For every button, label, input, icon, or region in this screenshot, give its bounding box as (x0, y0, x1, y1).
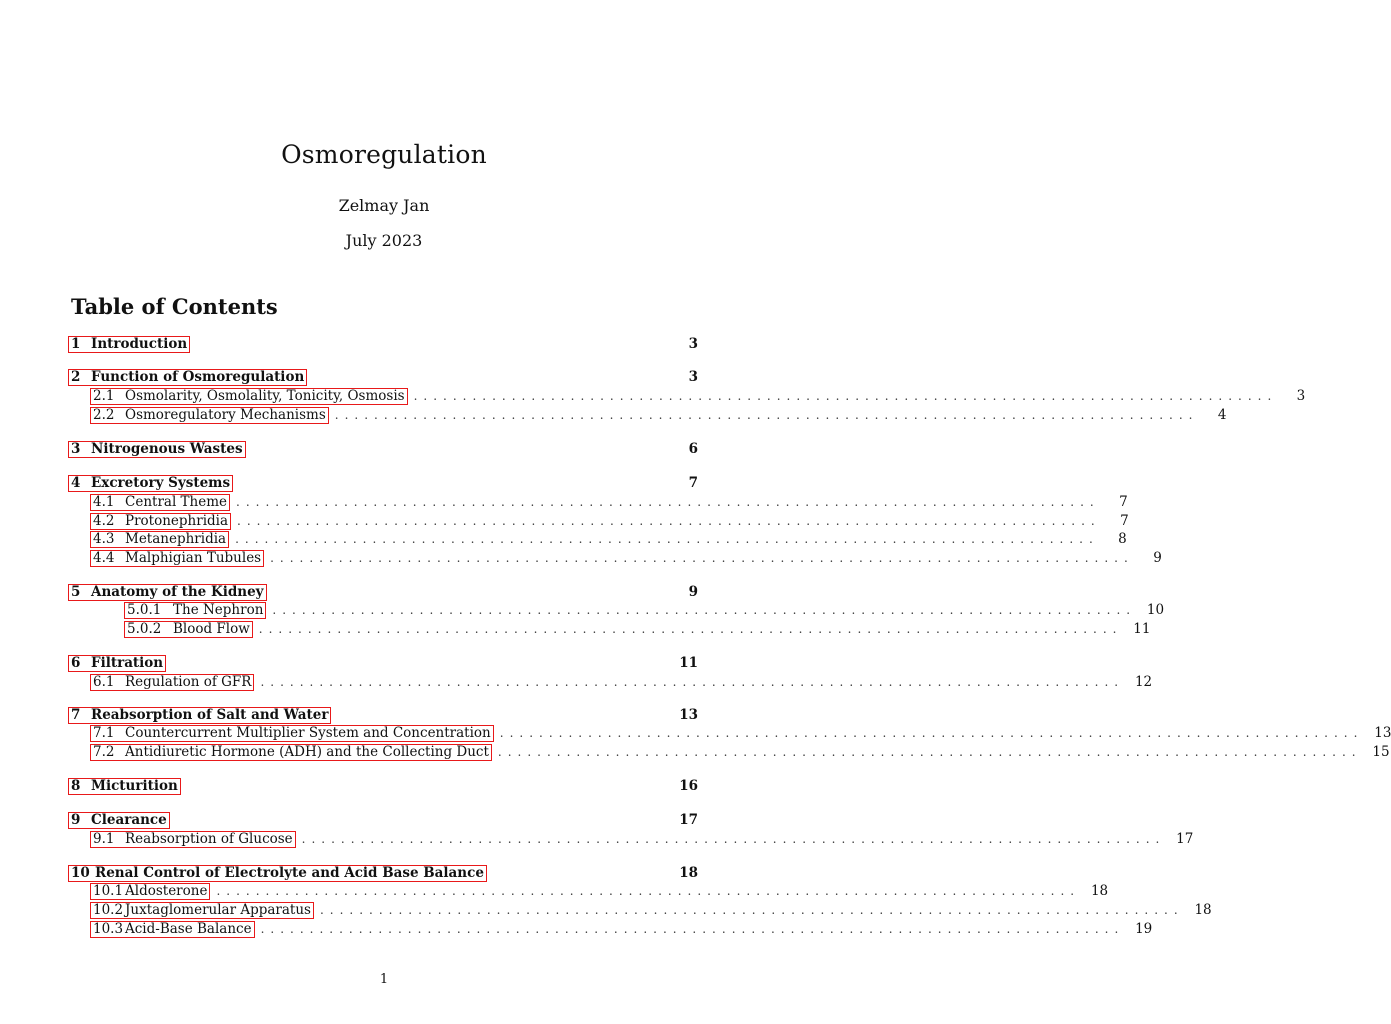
document-title: Osmoregulation (281, 140, 487, 169)
toc-label: Reabsorption of Salt and Water (91, 707, 329, 723)
toc-link-excretory-systems[interactable] (68, 475, 233, 492)
toc-page-number: 12 (1134, 674, 1153, 690)
toc-link-juxtaglomerular-apparatus[interactable] (90, 902, 314, 919)
toc-number: 9 (71, 812, 81, 828)
toc-leader-dots: ........................................................................................ (216, 884, 1081, 898)
toc-page-number: 8 (1118, 531, 1127, 547)
toc-link-antidiuretic-hormone[interactable] (90, 744, 492, 761)
toc-leader-dots: ........................................................................................ (260, 675, 1125, 689)
page-number: 1 (379, 972, 389, 987)
toc-page-number: 19 (1135, 921, 1153, 937)
toc-page-number: 7 (1120, 513, 1129, 529)
toc-link-renal-control[interactable] (68, 865, 487, 882)
toc-page-number: 6 (688, 441, 698, 457)
toc-page-number: 9 (688, 584, 698, 600)
toc-leader-dots: ........................................................................................ (236, 495, 1100, 509)
toc-subsection-4-2 (68, 512, 1129, 531)
toc-page-number: 10 (1146, 602, 1165, 618)
toc-subsection-10-3 (68, 920, 1153, 939)
toc-label: Nitrogenous Wastes (91, 441, 243, 457)
toc-link-aldosterone[interactable] (90, 883, 210, 900)
toc-link-micturition[interactable] (68, 778, 181, 795)
toc-label: Acid-Base Balance (125, 921, 252, 937)
toc-number: 5.0.1 (127, 602, 162, 618)
toc-label: Malphigian Tubules (125, 550, 262, 566)
toc-subsection-6-1 (68, 673, 1153, 692)
document-author: Zelmay Jan (338, 196, 430, 215)
toc-page-number: 9 (1153, 550, 1162, 566)
toc-label: Osmolarity, Osmolality, Tonicity, Osmosis (125, 388, 405, 404)
toc-number: 6 (71, 655, 81, 671)
toc-page-number: 3 (1296, 388, 1306, 404)
toc-label: Countercurrent Multiplier System and Concentration (125, 725, 491, 741)
toc-label: Micturition (91, 778, 178, 794)
toc-label: Introduction (91, 336, 188, 352)
toc-link-introduction[interactable] (68, 336, 190, 353)
toc-link-nitrogenous-wastes[interactable] (68, 441, 246, 458)
toc-subsection-2-1 (68, 387, 1306, 406)
toc-number: 6.1 (93, 674, 115, 690)
toc-subsubsection-5-0-1 (68, 601, 1165, 620)
toc-leader-dots: ........................................................................................ (272, 603, 1137, 617)
toc-number: 4.4 (93, 550, 115, 566)
toc-leader-dots: ........................................................................................ (413, 389, 1278, 403)
toc-number: 5.0.2 (127, 621, 162, 637)
toc-number: 10 (71, 865, 90, 881)
toc-section-9 (68, 811, 698, 830)
toc-link-central-theme[interactable] (90, 494, 230, 511)
toc-label: Protonephridia (125, 513, 229, 529)
toc-link-malphigian-tubules[interactable] (90, 550, 264, 567)
toc-label: Osmoregulatory Mechanisms (125, 407, 326, 423)
toc-page-number: 4 (1217, 407, 1227, 423)
toc-page-number: 3 (688, 369, 698, 385)
toc-label: Anatomy of the Kidney (91, 584, 264, 600)
toc-number: 7 (71, 707, 81, 723)
toc-subsection-2-2 (68, 406, 1227, 425)
toc-section-5 (68, 583, 698, 602)
toc-label: Excretory Systems (91, 475, 231, 491)
toc-page-number: 3 (688, 336, 698, 352)
toc-link-blood-flow[interactable] (124, 621, 253, 638)
toc-label: The Nephron (173, 602, 264, 618)
toc-page-number: 16 (679, 778, 698, 794)
toc-label: Function of Osmoregulation (91, 369, 305, 385)
toc-label: Regulation of GFR (125, 674, 252, 690)
toc-number: 4 (71, 475, 81, 491)
toc-leader-dots: ........................................................................................ (319, 903, 1184, 917)
toc-number: 5 (71, 584, 81, 600)
toc-subsection-7-2 (68, 743, 1390, 762)
toc-page-number: 7 (688, 475, 698, 491)
toc-link-osmolarity[interactable] (90, 388, 408, 405)
toc-leader-dots: ........................................................................................ (237, 514, 1101, 528)
toc-leader-dots: ........................................................................................ (258, 622, 1123, 636)
toc-label: Renal Control of Electrolyte and Acid Base Balance (95, 865, 484, 881)
toc-number: 4.2 (93, 513, 115, 529)
toc-link-the-nephron[interactable] (124, 602, 266, 619)
toc-number: 10.2 (93, 902, 124, 918)
toc-number: 2 (71, 369, 81, 385)
toc-section-10 (68, 864, 698, 883)
toc-link-reabsorption-of-salt-and-water[interactable] (68, 707, 331, 724)
toc-leader-dots: ........................................................................................ (270, 551, 1134, 565)
toc-number: 4.1 (93, 494, 115, 510)
toc-section-6 (68, 654, 698, 673)
toc-page-number: 11 (1133, 621, 1151, 637)
toc-label: Blood Flow (173, 621, 250, 637)
toc-label: Metanephridia (125, 531, 227, 547)
toc-link-protonephridia[interactable] (90, 513, 231, 530)
toc-link-osmoregulatory-mechanisms[interactable] (90, 407, 329, 424)
toc-number: 8 (71, 778, 81, 794)
toc-subsection-9-1 (68, 830, 1194, 849)
toc-link-regulation-of-gfr[interactable] (90, 674, 254, 691)
toc-number: 3 (71, 441, 81, 457)
toc-section-2 (68, 368, 698, 387)
toc-page-number: 13 (1374, 725, 1391, 741)
toc-subsection-7-1 (68, 724, 1391, 743)
toc-number: 9.1 (93, 831, 115, 847)
toc-page-number: 7 (1119, 494, 1128, 510)
toc-page-number: 18 (1194, 902, 1212, 918)
toc-subsection-4-1 (68, 493, 1128, 512)
toc-number: 7.2 (93, 744, 115, 760)
toc-page-number: 17 (679, 812, 698, 828)
toc-number: 10.3 (93, 921, 124, 937)
toc-page-number: 11 (679, 655, 698, 671)
toc-label: Filtration (91, 655, 164, 671)
toc-leader-dots: ........................................................................................ (497, 745, 1362, 759)
toc-leader-dots: ........................................................................................ (499, 726, 1364, 740)
toc-number: 2.1 (93, 388, 115, 404)
toc-page-number: 18 (679, 865, 698, 881)
toc-link-acid-base-balance[interactable] (90, 921, 255, 938)
toc-page-number: 15 (1372, 744, 1390, 760)
toc-link-anatomy-of-the-kidney[interactable] (68, 584, 267, 601)
toc-number: 4.3 (93, 531, 115, 547)
toc-number: 7.1 (93, 725, 115, 741)
toc-link-function-of-osmoregulation[interactable] (68, 369, 307, 386)
toc-number: 1 (71, 336, 81, 352)
toc-number: 10.1 (93, 883, 124, 899)
toc-link-metanephridia[interactable] (90, 531, 229, 548)
toc-label: Juxtaglomerular Apparatus (125, 902, 311, 918)
toc-subsection-4-4 (68, 549, 1162, 568)
toc-leader-dots: ........................................................................................ (334, 408, 1199, 422)
toc-number: 2.2 (93, 407, 115, 423)
toc-link-clearance[interactable] (68, 812, 170, 829)
toc-label: Clearance (91, 812, 167, 828)
toc-label: Antidiuretic Hormone (ADH) and the Collecting Duct (125, 744, 489, 760)
toc-section-3 (68, 440, 698, 459)
toc-page-number: 18 (1090, 883, 1109, 899)
toc-section-1 (68, 335, 698, 354)
toc-subsection-10-2 (68, 901, 1212, 920)
toc-section-7 (68, 706, 698, 725)
toc-label: Reabsorption of Glucose (125, 831, 293, 847)
toc-label: Central Theme (125, 494, 228, 510)
toc-page-number: 17 (1176, 831, 1194, 847)
toc-link-reabsorption-of-glucose[interactable] (90, 831, 296, 848)
toc-subsubsection-5-0-2 (68, 620, 1151, 639)
toc-leader-dots: ........................................................................................ (235, 532, 1099, 546)
toc-leader-dots: ........................................................................................ (301, 832, 1166, 846)
toc-section-8 (68, 777, 698, 796)
toc-label: Aldosterone (125, 883, 208, 899)
toc-heading: Table of Contents (71, 294, 278, 319)
toc-subsection-10-1 (68, 882, 1109, 901)
toc-link-countercurrent-multiplier[interactable] (90, 725, 494, 742)
toc-page-number: 13 (679, 707, 698, 723)
document-date: July 2023 (345, 231, 423, 250)
toc-section-4 (68, 474, 698, 493)
toc-subsection-4-3 (68, 530, 1127, 549)
toc-link-filtration[interactable] (68, 655, 166, 672)
toc-leader-dots: ........................................................................................ (260, 922, 1125, 936)
